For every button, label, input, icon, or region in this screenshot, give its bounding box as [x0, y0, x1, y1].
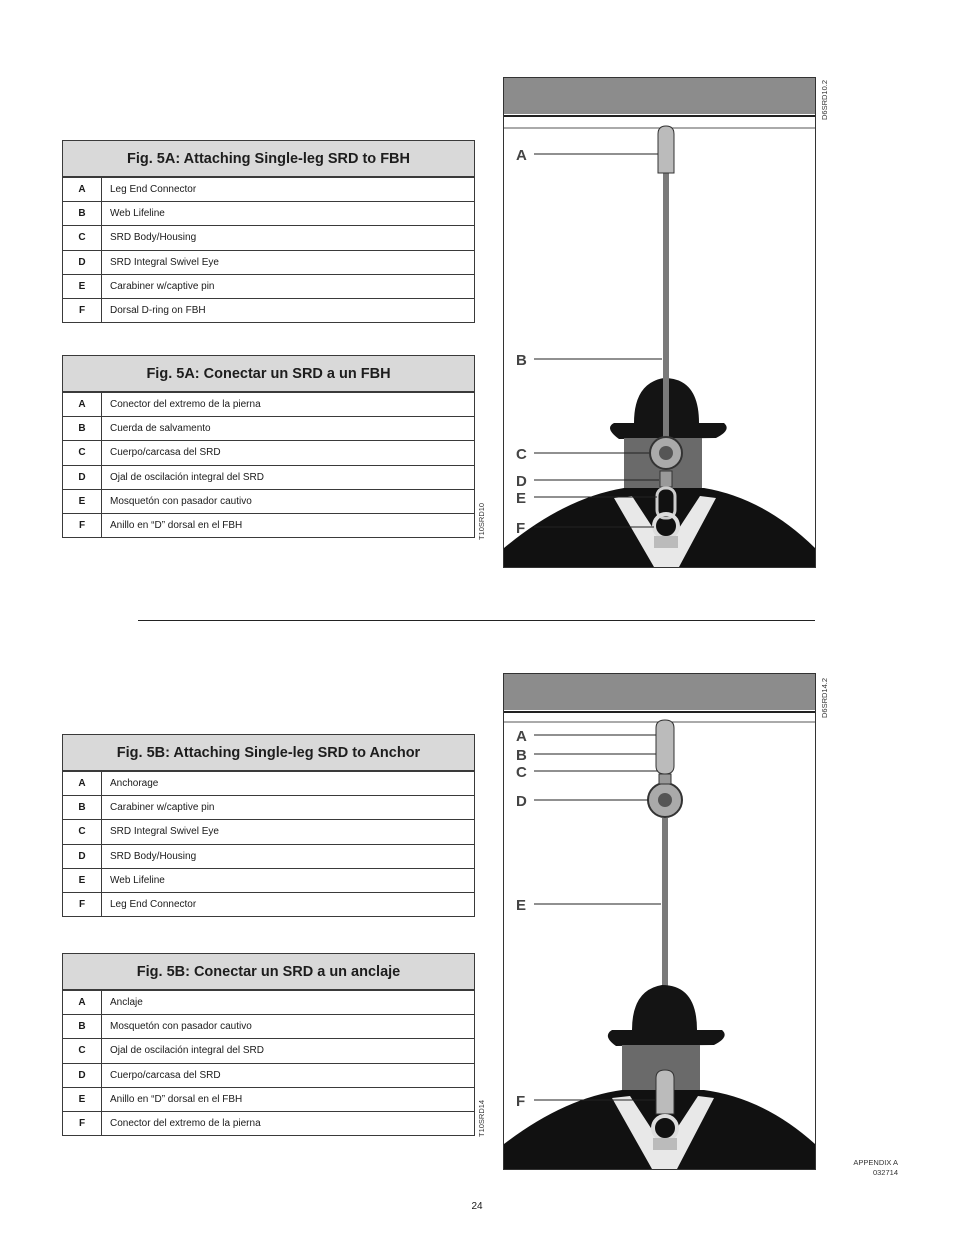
legend-key: B	[63, 417, 102, 440]
legend-text: SRD Body/Housing	[110, 850, 197, 862]
legend-text: SRD Integral Swivel Eye	[110, 826, 219, 838]
callout-label-b: B	[516, 352, 527, 369]
legend-key: D	[63, 251, 102, 274]
legend-text: Carabiner w/captive pin	[110, 802, 215, 814]
legend-row	[63, 392, 474, 416]
legend-text: Web Lifeline	[110, 874, 165, 886]
callout-label-d: D	[516, 473, 527, 490]
legend-row	[63, 1014, 474, 1038]
page-number: 24	[471, 1201, 483, 1212]
legend-row	[63, 819, 474, 843]
legend-key: B	[63, 1015, 102, 1038]
fig5b-en-legend	[62, 734, 475, 917]
legend-text: Conector del extremo de la pierna	[110, 399, 261, 411]
legend-row	[63, 868, 474, 892]
legend-text: Web Lifeline	[110, 208, 165, 220]
fig5b-illustration-code: D6SRD14.2	[820, 677, 829, 718]
legend-key: D	[63, 1064, 102, 1087]
legend-row	[63, 489, 474, 513]
legend-key: A	[63, 772, 102, 795]
legend-key: C	[63, 820, 102, 843]
legend-row	[63, 513, 474, 537]
fig5b-en-title: Fig. 5B: Attaching Single-leg SRD to Anchor	[63, 735, 474, 771]
callout-label-f: F	[516, 1093, 526, 1110]
legend-row	[63, 990, 474, 1014]
legend-row	[63, 440, 474, 464]
legend-text: Mosquetón con pasador cautivo	[110, 1021, 252, 1033]
legend-text: Ojal de oscilación integral del SRD	[110, 471, 264, 483]
legend-row	[63, 274, 474, 298]
legend-row	[63, 465, 474, 489]
anchor-beam	[504, 674, 815, 710]
srd-to-fbh-drawing	[504, 78, 815, 567]
callout-label-c: C	[516, 446, 527, 463]
callout-label-e: E	[516, 897, 527, 914]
fig5b-illustration	[503, 673, 816, 1170]
legend-text: Carabiner w/captive pin	[110, 280, 215, 292]
callout-label-a: A	[516, 147, 527, 164]
fig5b-es-legend	[62, 953, 475, 1136]
srd-to-anchor-drawing	[504, 674, 815, 1169]
legend-text: Mosquetón con pasador cautivo	[110, 495, 252, 507]
legend-row	[63, 1087, 474, 1111]
legend-key: F	[63, 1112, 102, 1135]
legend-row	[63, 892, 474, 916]
legend-row	[63, 298, 474, 322]
legend-row	[63, 201, 474, 225]
legend-row	[63, 1111, 474, 1135]
legend-text: Anillo en “D” dorsal en el FBH	[110, 1093, 243, 1105]
legend-text: Cuerda de salvamento	[110, 423, 211, 435]
fig5b-table-code: T10SRD14	[477, 1099, 486, 1137]
legend-key: C	[63, 1039, 102, 1062]
legend-key: C	[63, 441, 102, 464]
fig5a-illustration-code: D6SRD10.2	[820, 79, 829, 120]
legend-text: Dorsal D-ring on FBH	[110, 305, 206, 317]
fig5a-table-code: T10SRD10	[477, 502, 486, 540]
fig5a-en-title: Fig. 5A: Attaching Single-leg SRD to FBH	[63, 141, 474, 177]
legend-key: E	[63, 869, 102, 892]
fig5a-es-title: Fig. 5A: Conectar un SRD a un FBH	[63, 356, 474, 392]
callout-label-b: B	[516, 747, 527, 764]
legend-row	[63, 416, 474, 440]
section-divider	[138, 620, 815, 621]
legend-row	[63, 844, 474, 868]
legend-key: C	[63, 226, 102, 249]
anchor-beam	[504, 78, 815, 114]
legend-row	[63, 771, 474, 795]
legend-text: Cuerpo/carcasa del SRD	[110, 447, 221, 459]
legend-key: A	[63, 178, 102, 201]
legend-text: Conector del extremo de la pierna	[110, 1118, 261, 1130]
callout-label-d: D	[516, 793, 527, 810]
fig5a-es-legend	[62, 355, 475, 538]
appendix-title: APPENDIX A	[853, 1158, 898, 1167]
fig5a-en-legend	[62, 140, 475, 323]
callout-label-e: E	[516, 490, 527, 507]
legend-text: Anclaje	[110, 997, 143, 1009]
fig5a-illustration	[503, 77, 816, 568]
legend-text: SRD Body/Housing	[110, 232, 197, 244]
legend-row	[63, 1038, 474, 1062]
legend-key: F	[63, 514, 102, 537]
legend-row	[63, 250, 474, 274]
legend-text: Leg End Connector	[110, 899, 197, 911]
callout-label-c: C	[516, 764, 527, 781]
appendix-code: 032714	[872, 1168, 898, 1177]
legend-row	[63, 1063, 474, 1087]
legend-key: F	[63, 893, 102, 916]
legend-key: B	[63, 202, 102, 225]
fig5b-es-title: Fig. 5B: Conectar un SRD a un anclaje	[63, 954, 474, 990]
legend-key: A	[63, 991, 102, 1014]
legend-row	[63, 795, 474, 819]
legend-key: E	[63, 490, 102, 513]
legend-row	[63, 225, 474, 249]
legend-text: Leg End Connector	[110, 184, 197, 196]
legend-text: SRD Integral Swivel Eye	[110, 256, 219, 268]
legend-key: E	[63, 1088, 102, 1111]
legend-row	[63, 177, 474, 201]
legend-key: F	[63, 299, 102, 322]
legend-text: Anillo en “D” dorsal en el FBH	[110, 520, 243, 532]
callout-label-f: F	[516, 520, 526, 537]
legend-key: B	[63, 796, 102, 819]
legend-key: D	[63, 845, 102, 868]
appendix-label	[853, 1158, 898, 1178]
legend-key: E	[63, 275, 102, 298]
callout-label-a: A	[516, 728, 527, 745]
legend-text: Anchorage	[110, 778, 159, 790]
legend-key: D	[63, 466, 102, 489]
legend-key: A	[63, 393, 102, 416]
legend-text: Ojal de oscilación integral del SRD	[110, 1045, 264, 1057]
legend-text: Cuerpo/carcasa del SRD	[110, 1069, 221, 1081]
